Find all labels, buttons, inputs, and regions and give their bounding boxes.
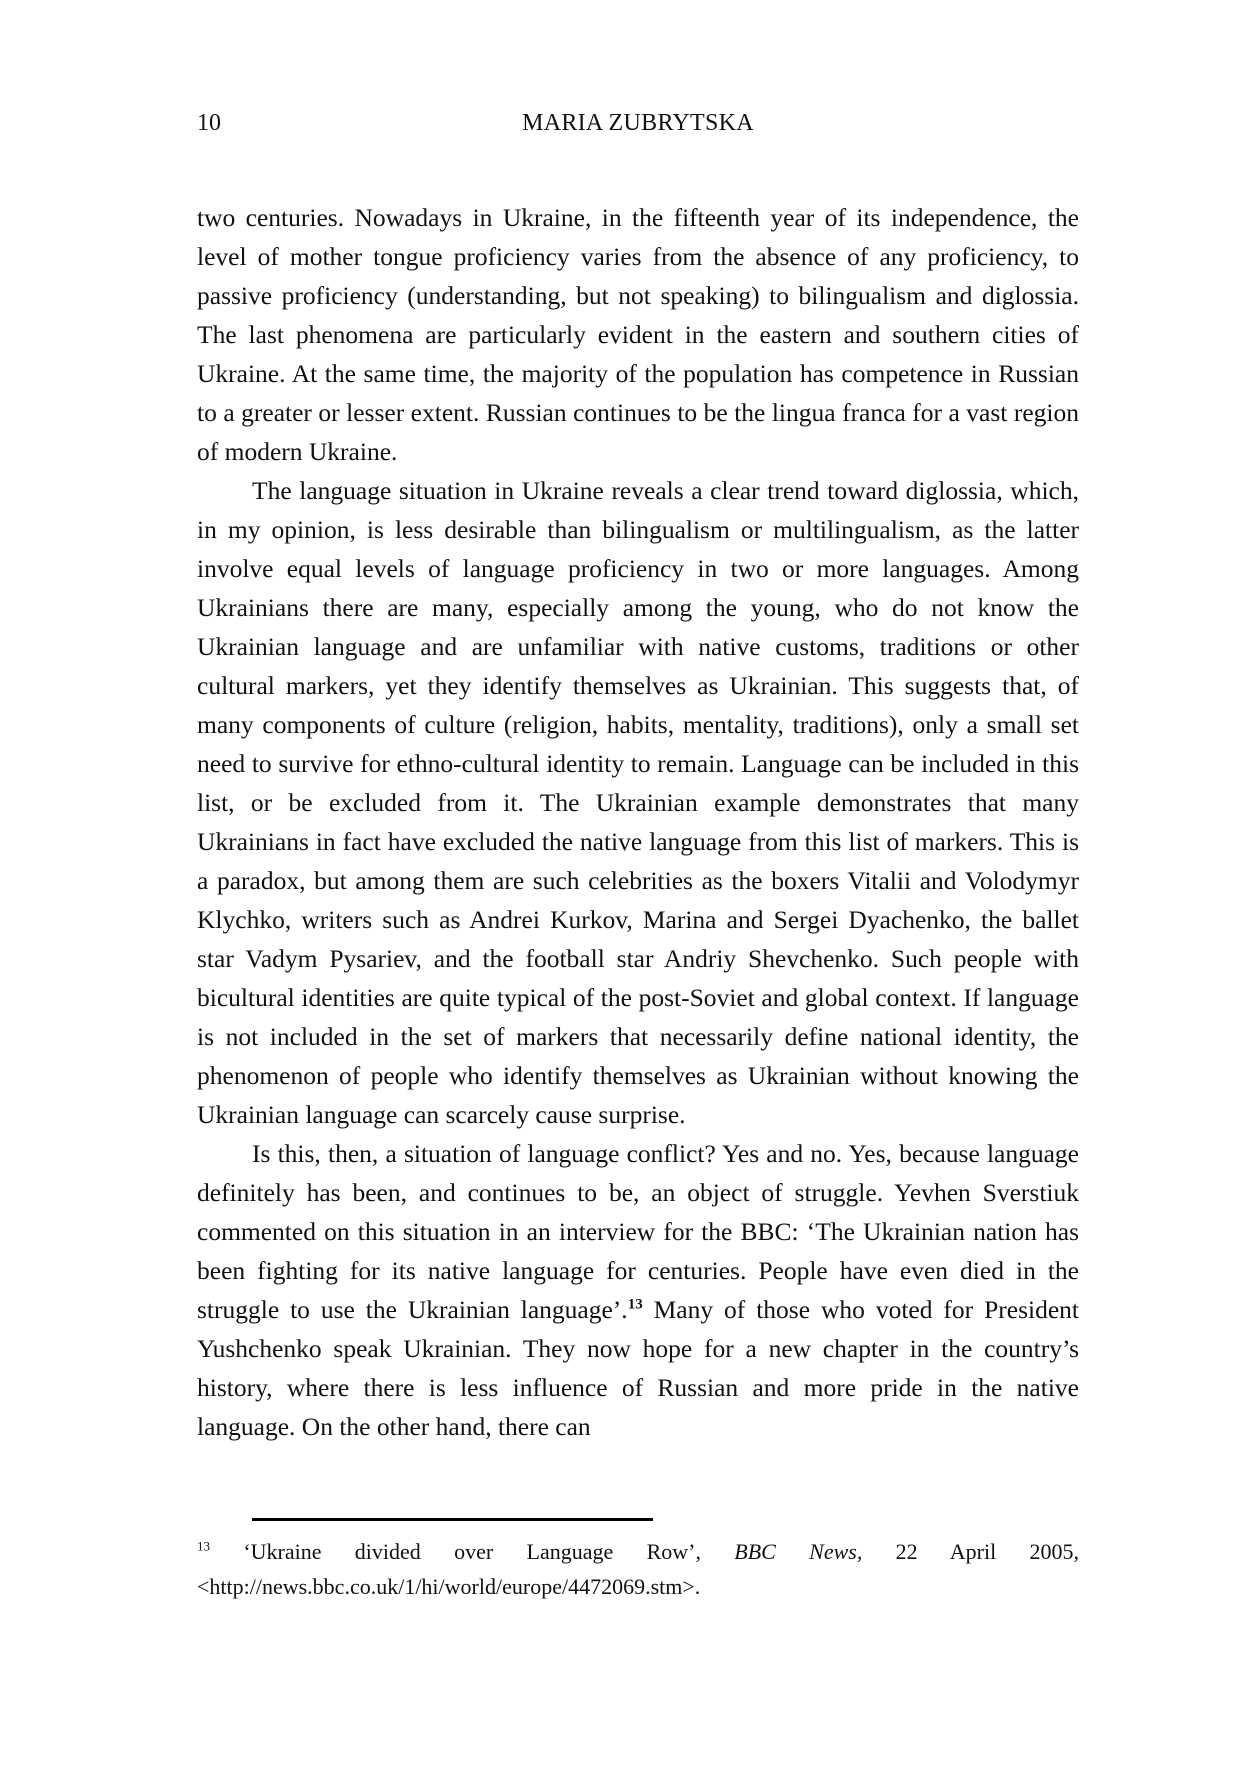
footnote-number: 13 [197,1538,210,1554]
footnotes [197,1534,1079,1604]
footnote-13 [197,1534,1079,1604]
footnote-text-before-italic: ‘Ukraine divided over Language Row’, [210,1539,735,1564]
running-header [197,108,1079,138]
footnote-text-after-italic: 22 April 2005, <http://news.bbc.co.uk/1/hi/world/europe/4472069.stm>. [197,1539,1079,1599]
paragraph-3-text-after-ref: Many of those who voted for President Yushchenko speak Ukrainian. They now hope for a new chapter in the country’s history, where there is less influence of Russian and more pride in the native language. On the other hand, there can [197,1295,1079,1441]
paragraph-2: The language situation in Ukraine reveals a clear trend toward diglossia, which, in my opinion, is less desirable than bilingualism or multilingualism, as the latter involve equal levels of language proficiency in two or more languages. Among Ukrainians there are many, especially among the young, who do not know the Ukrainian language and are unfamiliar with native customs, traditions or other cultural markers, yet they identify themselves as Ukrainian. This suggests that, of many components of culture (religion, habits, mentality, traditions), only a small set need to survive for ethno-cultural identity to remain. Language can be included in this list, or be excluded from it. The Ukrainian example demonstrates that many Ukrainians in fact have excluded the native language from this list of markers. This is a paradox, but among them are such celebrities as the boxers Vitalii and Volodymyr Klychko, writers such as Andrei Kurkov, Marina and Sergei Dyachenko, the ballet star Vadym Pysariev, and the football star Andriy Shevchenko. Such people with bicultural identities are quite typical of the post-Soviet and global context. If language is not included in the set of markers that necessarily define national identity, the phenomenon of people who identify themselves as Ukrainian without knowing the Ukrainian language can scarcely cause surprise. [197,476,1079,1129]
paragraph-3-text-before-ref: Is this, then, a situation of language conflict? Yes and no. Yes, because language definitely has been, and continues to be, an object of struggle. Yevhen Sverstiuk commented on this situation in an interview for the BBC: ‘The Ukrainian nation has been fighting for its native language for centuries. People have even died in the struggle to use the Ukrainian language’. [197,1139,1079,1324]
footnote-source-title: BBC News, [734,1539,863,1564]
paragraph-3 [197,1134,1079,1446]
body-text [197,198,1079,1446]
page-number: 10 [197,110,221,136]
footnote-ref-13[interactable]: 13 [627,1296,643,1313]
paragraph-1: two centuries. Nowadays in Ukraine, in the fifteenth year of its independence, the level of mother tongue proficiency varies from the absence of any proficiency, to passive proficiency (understanding, but not speaking) to bilingualism and diglossia. The last phenomena are particularly evident in the eastern and southern cities of Ukraine. At the same time, the majority of the population has competence in Russian to a greater or lesser extent. Russian continues to be the lingua franca for a vast region of modern Ukraine. [197,203,1079,466]
footnote-separator-rule [252,1518,653,1521]
running-title: MARIA ZUBRYTSKA [522,110,754,136]
